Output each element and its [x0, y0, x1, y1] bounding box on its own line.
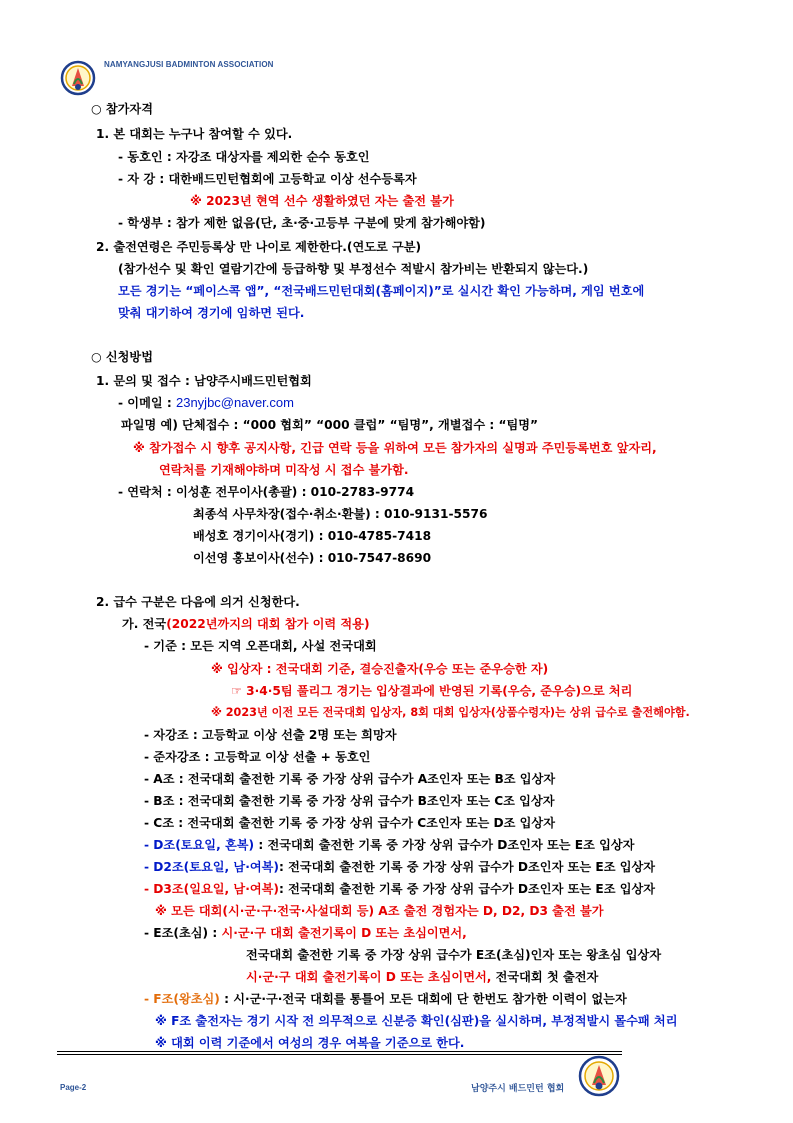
header-org-name: NAMYANGJUSI BADMINTON ASSOCIATION	[104, 60, 274, 69]
grade-d2-label: - D2조(토요일, 남·여복)	[144, 860, 279, 874]
grade-national-label: 가. 전국	[122, 617, 167, 631]
grade-e-first-time: 전국대회 첫 출전자	[491, 970, 599, 984]
grade-a: - A조 : 전국대회 출전한 기록 중 가장 상위 급수가 A조인자 또는 B조 입상자	[144, 772, 556, 786]
grade-national-period: (2022년까지의 대회 참가 이력 적용)	[166, 617, 370, 631]
footer-divider	[57, 1051, 622, 1055]
grade-e-label: - E조(초심) :	[144, 926, 222, 940]
grade-female-note: ※ 대회 이력 기준에서 여성의 경우 여복을 기준으로 한다.	[155, 1036, 465, 1050]
application-item-1: 1. 문의 및 접수 : 남양주시배드민턴협회	[96, 374, 312, 388]
grade-criteria: - 기준 : 모든 지역 오픈대회, 사설 전국대회	[144, 639, 377, 653]
grade-winner-note: ※ 입상자 : 전국대회 기준, 결승진출자(우승 또는 준우승한 자)	[211, 662, 549, 676]
application-privacy-note: ※ 참가접수 시 향후 공지사항, 긴급 연락 등을 위하여 모든 참가자의 실명과 주민등록번호 앞자리,	[133, 441, 657, 455]
grade-d	[144, 836, 634, 853]
footer-page-number: Page-2	[60, 1083, 87, 1092]
eligibility-elite: - 자 강 : 대한배드민턴협회에 고등학교 이상 선수등록자	[118, 172, 417, 186]
grade-d3-label: - D3조(일요일, 남·여복)	[144, 882, 279, 896]
grade-c: - C조 : 전국대회 출전한 기록 중 가장 상위 급수가 C조인자 또는 D조 입상자	[144, 816, 555, 830]
grade-b: - B조 : 전국대회 출전한 기록 중 가장 상위 급수가 B조인자 또는 C조 입상자	[144, 794, 555, 808]
footer-org-name: 남양주시 배드민턴 협회	[471, 1084, 565, 1094]
grade-f-id-note: ※ F조 출전자는 경기 시작 전 의무적으로 신분증 확인(심판)을 실시하며, 부정적발시 몰수패 처리	[155, 1014, 678, 1028]
eligibility-app-note-2: 맞춰 대기하여 경기에 임하면 된다.	[118, 306, 305, 320]
application-email-line	[118, 394, 294, 411]
eligibility-item-1: 1. 본 대회는 누구나 참여할 수 있다.	[96, 127, 293, 141]
grade-d3-desc: : 전국대회 출전한 기록 중 가장 상위 급수가 D조인자 또는 E조 입상자	[278, 882, 656, 896]
grade-a-exclusion-note: ※ 모든 대회(시·군·구·전국·사설대회 등) A조 출전 경험자는 D, D2, D3 출전 불가	[155, 904, 604, 918]
contact-3: 배성호 경기이사(경기) : 010-4785-7418	[193, 529, 432, 543]
grade-d2	[144, 858, 655, 875]
eligibility-amateur: - 동호인 : 자강조 대상자를 제외한 순수 동호인	[118, 150, 370, 164]
grade-f-label: - F조(왕초심)	[144, 992, 220, 1006]
grade-e-condition: 시·군·구 대회 출전기록이 D 또는 초심이면서,	[221, 926, 467, 940]
eligibility-note-2023: ※ 2023년 현역 선수 생활하였던 자는 출전 불가	[190, 194, 454, 208]
grade-jagang: - 자강조 : 고등학교 이상 선출 2명 또는 희망자	[144, 728, 397, 742]
grade-e	[144, 924, 467, 941]
contact-1: - 연락처 : 이성훈 전무이사(총괄) : 010-2783-9774	[118, 485, 415, 499]
grade-e-desc-2	[246, 968, 598, 985]
grade-e-condition-2: 시·군·구 대회 출전기록이 D 또는 초심이면서,	[246, 970, 492, 984]
contact-4: 이선영 홍보이사(선수) : 010-7547-8690	[193, 551, 432, 565]
eligibility-item-2: 2. 출전연령은 주민등록상 만 나이로 제한한다.(연도로 구분)	[96, 240, 422, 254]
section-title-eligibility: ○ 참가자격	[91, 102, 153, 116]
grade-f	[144, 990, 627, 1007]
grade-e-desc: 전국대회 출전한 기록 중 가장 상위 급수가 E조(초심)인자 또는 왕초심 입상자	[246, 948, 662, 962]
grade-item-2: 2. 급수 구분은 다음에 의거 신청한다.	[96, 595, 300, 609]
application-filename-example: 파일명 예) 단체접수 : “000 협회” “000 클럽” “팀명”, 개별접수 : “팀명”	[121, 418, 539, 432]
grade-d-label: - D조(토요일, 혼복)	[144, 838, 255, 852]
grade-semi-jagang: - 준자강조 : 고등학교 이상 선출 + 동호인	[144, 750, 371, 764]
contact-2: 최종석 사무차장(접수·취소·환불) : 010-9131-5576	[193, 507, 488, 521]
eligibility-refund-note: (참가선수 및 확인 열람기간에 등급하향 및 부정선수 적발시 참가비는 반환되지 않는다.)	[118, 262, 589, 276]
eligibility-app-note: 모든 경기는 “페이스콕 앱”, “전국배드민턴대회(홈페이지)”로 실시간 확인 가능하며, 게임 번호에	[118, 284, 645, 298]
footer-logo-icon	[577, 1053, 621, 1099]
grade-league-note: ☞ 3·4·5팀 풀리그 경기는 입상결과에 반영된 기록(우승, 준우승)으로 처리	[231, 684, 633, 698]
application-privacy-note-2: 연락처를 기재해야하며 미작성 시 접수 불가함.	[159, 463, 409, 477]
grade-d-desc: : 전국대회 출전한 기록 중 가장 상위 급수가 D조인자 또는 E조 입상자	[254, 838, 635, 852]
grade-prior-winner-note: ※ 2023년 이전 모든 전국대회 입상자, 8회 대회 입상자(상품수령자)는 상위 급수로 출전해야함.	[211, 706, 690, 719]
email-label: - 이메일 :	[118, 396, 176, 410]
section-title-application: ○ 신청방법	[91, 350, 153, 364]
email-link[interactable]: 23nyjbc@naver.com	[175, 395, 294, 410]
grade-f-desc: : 시·군·구·전국 대회를 통틀어 모든 대회에 단 한번도 참가한 이력이 없는자	[219, 992, 627, 1006]
eligibility-students: - 학생부 : 참가 제한 없음(단, 초·중·고등부 구분에 맞게 참가해야함)	[118, 216, 486, 230]
grade-d3	[144, 880, 655, 897]
grade-d2-desc: : 전국대회 출전한 기록 중 가장 상위 급수가 D조인자 또는 E조 입상자	[278, 860, 656, 874]
association-logo-icon	[60, 58, 96, 98]
grade-national-heading	[122, 615, 370, 632]
